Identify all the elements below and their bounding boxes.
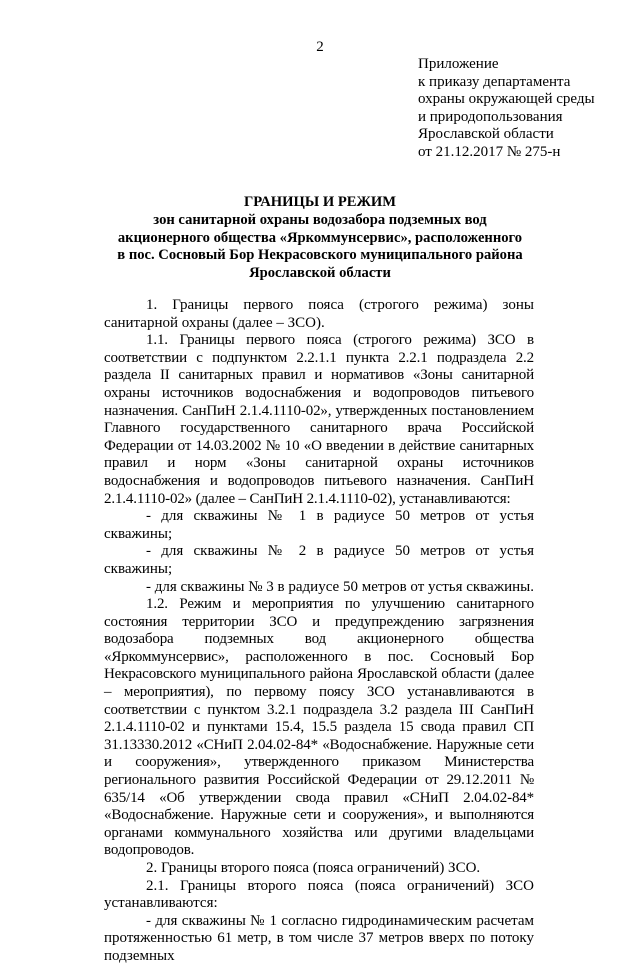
- appendix-line: Ярославской области: [418, 126, 554, 143]
- appendix-line: и природопользования: [418, 108, 563, 125]
- title-line: Ярославской области: [249, 265, 391, 282]
- document-body: [104, 297, 534, 966]
- title-line: зон санитарной охраны водозабора подземных вод: [153, 211, 487, 228]
- paragraph-1-2: 1.2. Режим и мероприятия по улучшению санитарного состояния территории ЗСО и предупреждению загрязнения водозабора подземных вод акционерного общества «Яркоммунсервис», расположенного в пос. Сосновый Бор Некрасовского муниципального района Ярославской области (далее – мероприятия), по первому поясу ЗСО устанавливаются в соответствии с пунктом 3.2.1 подраздела 3.2 раздела III СанПиН 2.1.4.1110-02 и пунктами 15.4, 15.5 раздела 15 свода правил СП 31.13330.2012 «СНиП 2.04.02-84* «Водоснабжение. Наружные сети и сооружения», утвержденного приказом Министерства регионального развития Российской Федерации от 29.12.2011 № 635/14 «Об утверждении свода правил «СНиП 2.04.02-84* «Водоснабжение. Наружные сети и сооружения», и выполняются органами коммунального хозяйства или другими владельцами водопроводов.: [104, 596, 534, 859]
- title-line: ГРАНИЦЫ И РЕЖИМ: [243, 194, 397, 210]
- page-number: 2: [316, 39, 324, 55]
- list-item-well-3: - для скважины № 3 в радиусе 50 метров от устья скважины.: [146, 578, 534, 595]
- appendix-line: Приложение: [418, 56, 499, 72]
- paragraph-1-1: 1.1. Границы первого пояса (строгого режима) ЗСО в соответствии с подпунктом 2.2.1.1 пункта 2.2.1 подраздела 2.2 раздела II санитарных правил и нормативов «Зоны санитарной охраны источников водоснабжения и водопроводов питьевого назначения. СанПиН 2.1.4.1110-02», утвержденных постановлением Главного государственного санитарного врача Российской Федерации от 14.03.2002 № 10 «О введении в действие санитарных правил и норм «Зоны санитарной охраны источников водоснабжения и водопроводов питьевого назначения. СанПиН 2.1.4.1110-02» (далее – СанПиН 2.1.4.1110-02), устанавливаются:: [104, 332, 534, 507]
- appendix-block: [418, 56, 633, 162]
- list-item-well-2: - для скважины № 2 в радиусе 50 метров от устья скважины;: [104, 543, 534, 577]
- appendix-line: к приказу департамента: [418, 73, 571, 90]
- list-item-well-1-zone-2: - для скважины № 1 согласно гидродинамическим расчетам протяженностью 61 метр, в том числе 37 метров вверх по потоку подземных: [104, 912, 534, 964]
- appendix-line: охраны окружающей среды: [418, 91, 595, 108]
- paragraph-2-1: 2.1. Границы второго пояса (пояса ограничений) ЗСО устанавливаются:: [104, 877, 534, 912]
- appendix-line: от 21.12.2017 № 275-н: [418, 143, 561, 160]
- paragraph-section-2: 2. Границы второго пояса (пояса ограничений) ЗСО.: [146, 860, 481, 876]
- list-item-well-1: - для скважины № 1 в радиусе 50 метров от устья скважины;: [104, 508, 534, 542]
- title-line: в пос. Сосновый Бор Некрасовского муниципального района: [117, 247, 523, 264]
- title-line: акционерного общества «Яркоммунсервис», расположенного: [117, 229, 523, 246]
- document-title: [100, 194, 540, 283]
- paragraph-section-1: 1. Границы первого пояса (строгого режима) зоны санитарной охраны (далее – ЗСО).: [104, 297, 534, 331]
